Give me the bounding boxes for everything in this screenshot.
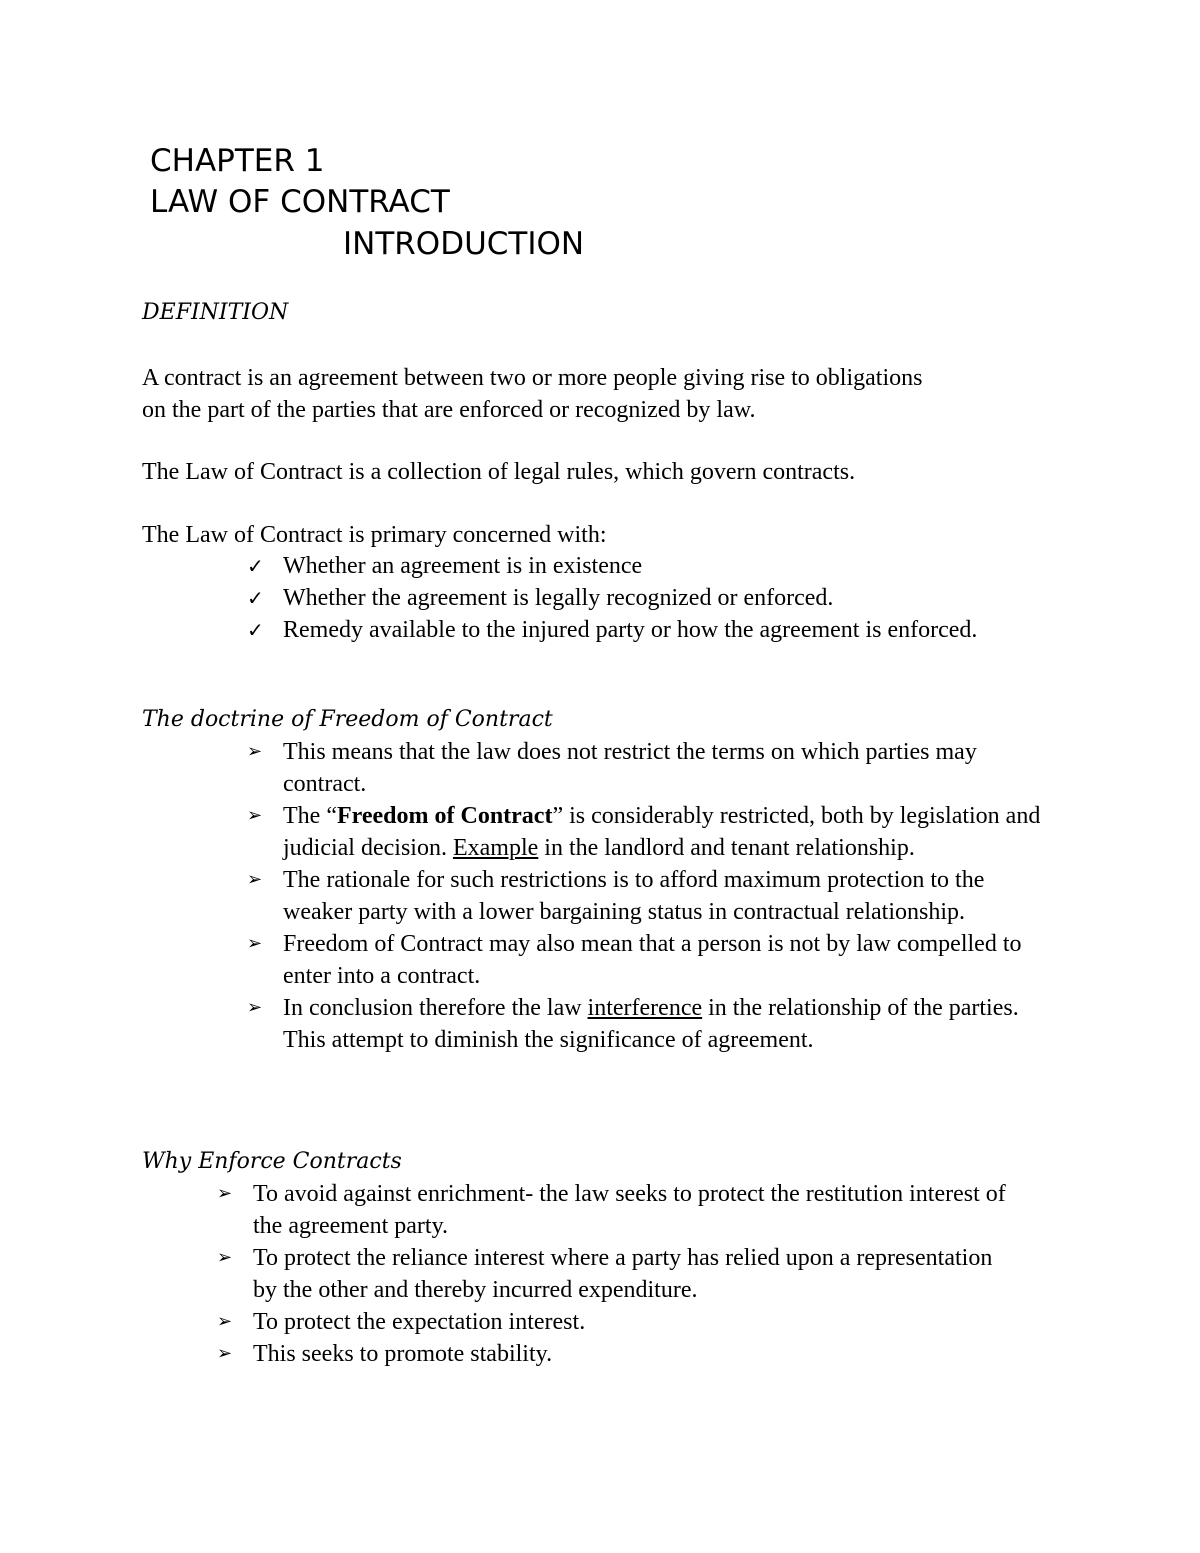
enforce-heading: Why Enforce Contracts — [142, 1149, 402, 1174]
definition-heading: DEFINITION — [142, 300, 289, 325]
list-item: ✓ Whether the agreement is legally recognized or enforced. — [283, 582, 1003, 614]
list-item: ✓ Remedy available to the injured party or how the agreement is enforced. — [283, 614, 1003, 646]
chapter-number: CHAPTER 1 — [150, 143, 325, 179]
arrowhead-bullet-icon: ➢ — [217, 1247, 233, 1268]
list-item: ➢ To protect the expectation interest. — [253, 1306, 1013, 1338]
arrowhead-bullet-icon: ➢ — [247, 933, 263, 954]
enforce-list — [217, 1178, 1013, 1370]
list-item: ➢ In conclusion therefore the law interference in the relationship of the parties. This attempt to diminish the significance of agreement. — [283, 992, 1053, 1056]
concerned-intro: The Law of Contract is primary concerned with: — [142, 522, 607, 548]
definition-paragraph — [142, 362, 1082, 426]
chapter-title: LAW OF CONTRACT — [150, 184, 450, 220]
list-item: ➢ Freedom of Contract may also mean that a person is not by law compelled to enter into a contract. — [283, 928, 1053, 992]
arrowhead-bullet-icon: ➢ — [217, 1183, 233, 1204]
arrowhead-bullet-icon: ➢ — [217, 1343, 233, 1364]
list-item: ✓ Whether an agreement is in existence — [283, 550, 1003, 582]
list-item: ➢ To avoid against enrichment- the law seeks to protect the restitution interest of the agreement party. — [253, 1178, 1013, 1242]
list-item: ➢ This means that the law does not restrict the terms on which parties may contract. — [283, 736, 1053, 800]
list-item: ➢ This seeks to promote stability. — [253, 1338, 1013, 1370]
arrowhead-bullet-icon: ➢ — [247, 997, 263, 1018]
concerns-list — [247, 550, 1003, 646]
list-item: ➢ To protect the reliance interest where a party has relied upon a representation by the other and thereby incurred expenditure. — [253, 1242, 1013, 1306]
arrowhead-bullet-icon: ➢ — [247, 805, 263, 826]
chapter-subtitle: INTRODUCTION — [343, 226, 585, 262]
check-icon: ✓ — [247, 554, 264, 578]
arrowhead-bullet-icon: ➢ — [247, 869, 263, 890]
arrowhead-bullet-icon: ➢ — [247, 741, 263, 762]
law-collection-paragraph: The Law of Contract is a collection of legal rules, which govern contracts. — [142, 459, 856, 485]
arrowhead-bullet-icon: ➢ — [217, 1311, 233, 1332]
check-icon: ✓ — [247, 586, 264, 610]
list-item: ➢ The rationale for such restrictions is to afford maximum protection to the weaker party with a lower bargaining status in contractual relationship. — [283, 864, 1053, 928]
definition-line-2: on the part of the parties that are enforced or recognized by law. — [142, 397, 756, 423]
freedom-list — [247, 736, 1053, 1056]
list-item: ➢ The “Freedom of Contract” is considerably restricted, both by legislation and judicial decision. Example in the landlord and tenant relationship. — [283, 800, 1053, 864]
freedom-heading: The doctrine of Freedom of Contract — [142, 707, 553, 732]
definition-line-1: A contract is an agreement between two or more people giving rise to obligations — [142, 365, 923, 391]
check-icon: ✓ — [247, 618, 264, 642]
